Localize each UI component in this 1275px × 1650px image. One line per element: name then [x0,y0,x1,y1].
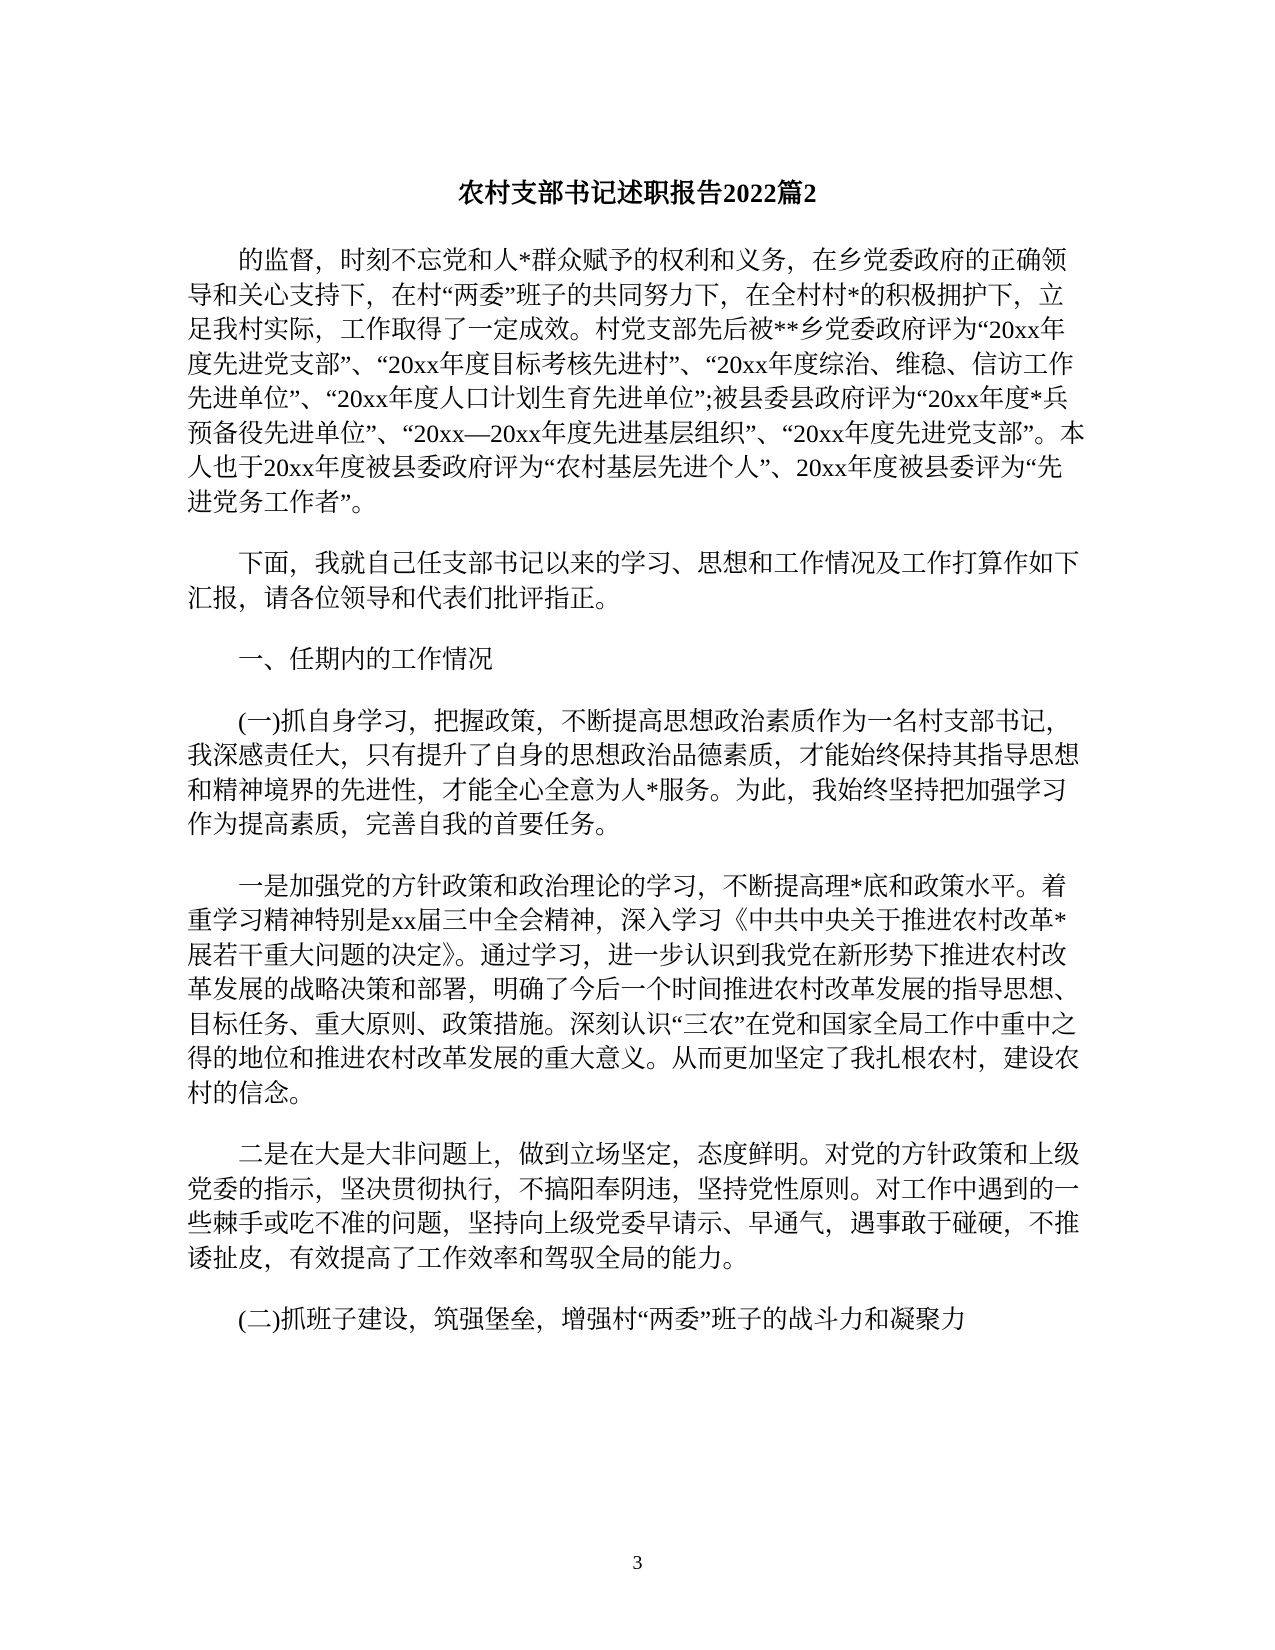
section-heading-1: 一、任期内的工作情况 [238,645,494,674]
document-title: 农村支部书记述职报告2022篇2 [457,179,817,208]
paragraph-6: (二)抓班子建设，筑强堡垒，增强村“两委”班子的战斗力和凝聚力 [238,1305,967,1334]
paragraph-3: (一)抓自身学习，把握政策，不断提高思想政治素质作为一名村支部书记，我深感责任大，只有提升了自身的思想政治品德素质，才能始终保持其指导思想和精神境界的先进性，才能全心全意为人*服务。为此，我始终坚持把加强学习作为提高素质，完善自我的首要任务。 [187,706,1080,839]
paragraph-1: 的监督，时刻不忘党和人*群众赋予的权利和义务，在乡党委政府的正确领导和关心支持下，在村“两委”班子的共同努力下，在全村村*的积极拥护下，立足我村实际，工作取得了一定成效。村党支部先后被**乡党委政府评为“20xx年度先进党支部”、“20xx年度目标考核先进村”、“20xx年度综治、维稳、信访工作先进单位”、“20xx年度人口计划生育先进单位”;被县委县政府评为“20xx年度*兵预备役先进单位”、“20xx—20xx年度先进基层组织”、“20xx年度先进党支部”。本人也于20xx年度被县委政府评为“农村基层先进个人”、20xx年度被县委评为“先进党务工作者”。 [187,246,1086,517]
paragraph-5: 二是在大是大非问题上，做到立场坚定，态度鲜明。对党的方针政策和上级党委的指示，坚决贯彻执行，不搞阳奉阴违，坚持党性原则。对工作中遇到的一些棘手或吃不准的问题，坚持向上级党委早请示、早通气，遇事敢于碰硬，不推诿扯皮，有效提高了工作效率和驾驭全局的能力。 [187,1140,1080,1273]
paragraph-2: 下面，我就自己任支部书记以来的学习、思想和工作情况及工作打算作如下汇报，请各位领导和代表们批评指正。 [187,549,1080,613]
document-body [187,244,1087,1365]
page-number: 3 [632,1552,643,1574]
paragraph-4: 一是加强党的方针政策和政治理论的学习，不断提高理*底和政策水平。着重学习精神特别是xx届三中全会精神，深入学习《中共中央关于推进农村改革*展若干重大问题的决定》。通过学习，进一步认识到我党在新形势下推进农村改革发展的战略决策和部署，明确了今后一个时间推进农村改革发展的指导思想、目标任务、重大原则、政策措施。深刻认识“三农”在党和国家全局工作中重中之得的地位和推进农村改革发展的重大意义。从而更加坚定了我扎根农村，建设农村的信念。 [187,871,1080,1108]
